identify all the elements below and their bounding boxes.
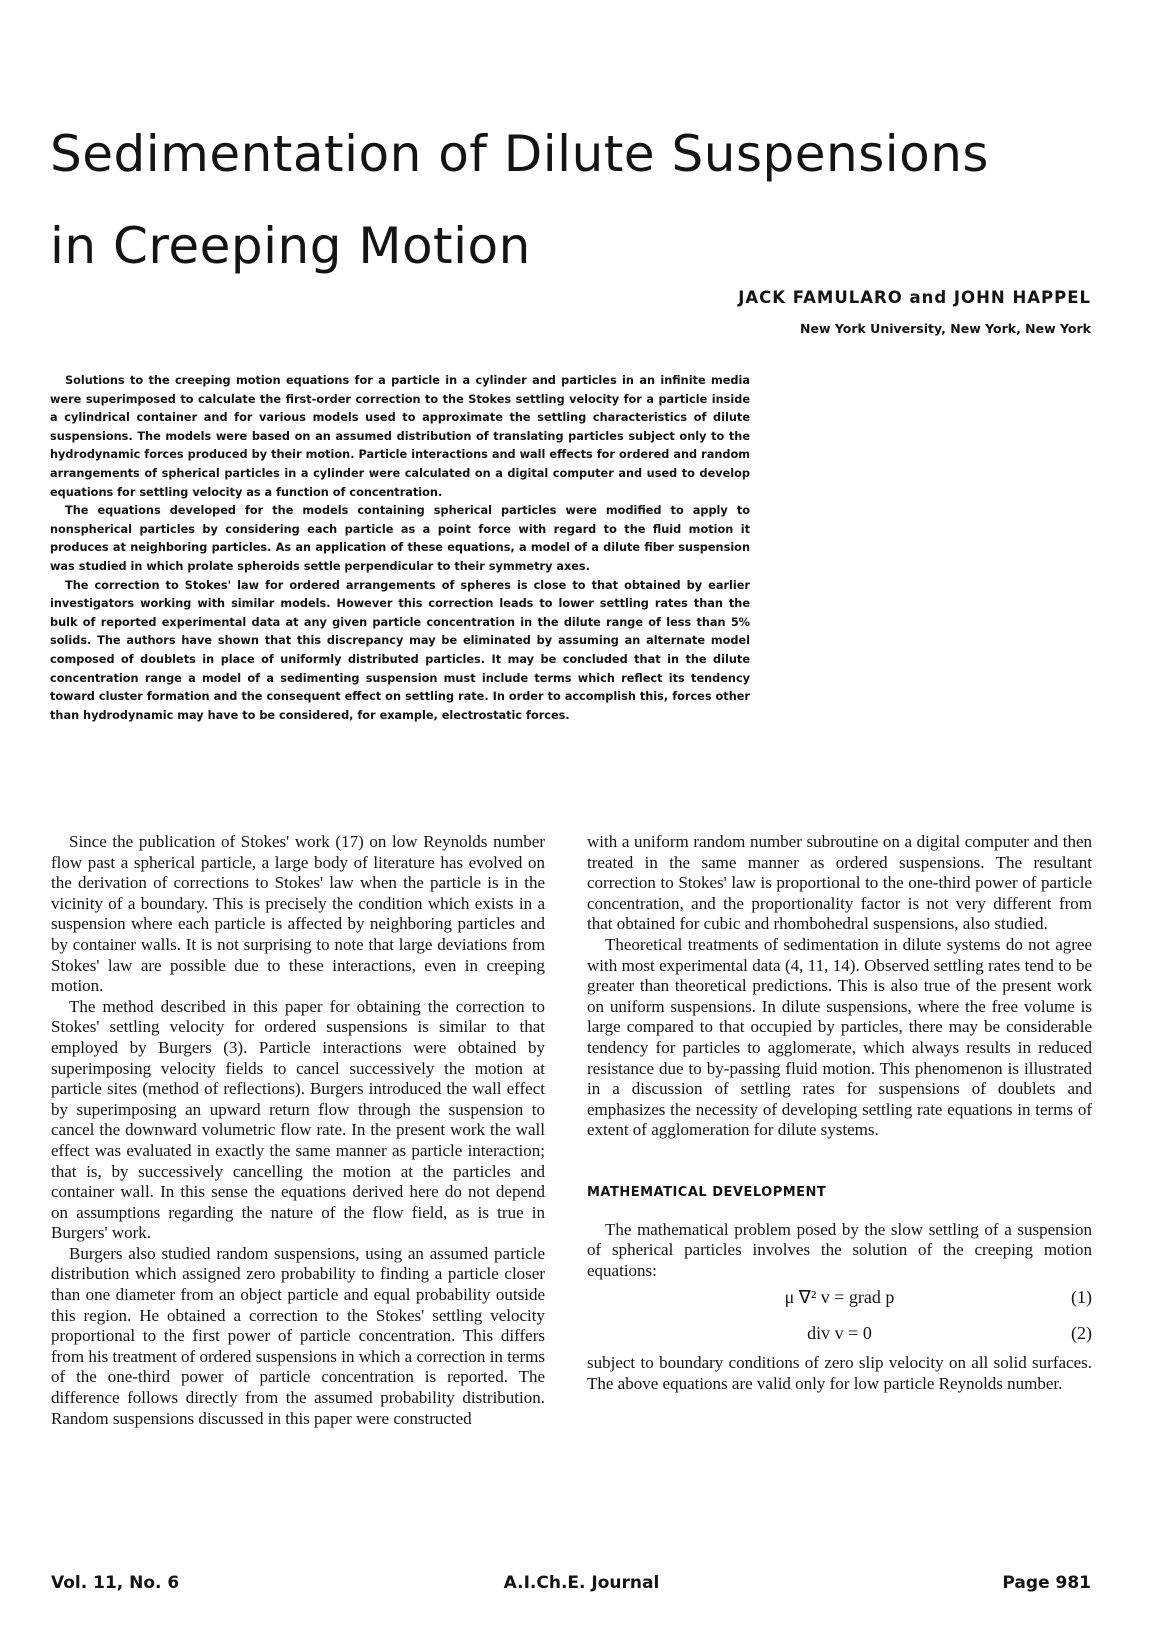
equation-1 [587, 1281, 1092, 1317]
body-paragraph: The mathematical problem posed by the slow settling of a suspension of spherical particles involves the solution of the creeping motion equations: [587, 1219, 1092, 1280]
section-heading: MATHEMATICAL DEVELOPMENT [587, 1184, 827, 1200]
body-column-left [51, 832, 545, 1429]
equation-2 [587, 1317, 1092, 1353]
body-paragraph-continued: subject to boundary conditions of zero slip velocity on all solid surfaces. The above equations are valid only for low particle Reynolds number. [587, 1353, 1092, 1393]
abstract [50, 372, 750, 725]
body-paragraph: The method described in this paper for obtaining the correction to Stokes' settling velocity for ordered suspensions is similar to that employed by Burgers (3). Particle interactions were obtained by superimposing velocity fields to cancel successively the motion at particle sites (method of reflections). Burgers introduced the wall effect by superimposing an upward return flow through the suspension to cancel the downward volumetric flow rate. In the present work the wall effect was evaluated in exactly the same manner as particle interaction; that is, by successively cancelling the motion at the particles and container wall. In this sense the equations derived here do not depend on assumptions regarding the nature of the flow field, as is true in Burgers' work. [51, 996, 545, 1243]
footer-volume: Vol. 11, No. 6 [51, 1573, 180, 1593]
abstract-paragraph-2: The equations developed for the models containing spherical particles were modified to apply to nonspherical particles by considering each particle as a point force with regard to the fluid motion it produces at neighboring particles. As an application of these equations, a model of a dilute fiber suspension was studied in which prolate spheroids settle perpendicular to their symmetry axes. [50, 504, 750, 573]
abstract-paragraph-3: The correction to Stokes' law for ordered arrangements of spheres is close to that obtained by earlier investigators working with similar models. However this correction leads to lower settling rates than the bulk of reported experimental data at any given particle concentration in the dilute range of less than 5% solids. The authors have shown that this discrepancy may be eliminated by assuming an alternate model composed of doublets in place of uniformly distributed particles. It may be concluded that in the dilute concentration range a model of a sedimenting suspension must include terms which reflect its tendency toward cluster formation and the consequent effect on settling rate. In order to accomplish this, forces other than hydrodynamic may have to be considered, for example, electrostatic forces. [50, 578, 750, 722]
author-affiliation: New York University, New York, New York [800, 321, 1091, 336]
body-paragraph-continued: with a uniform random number subroutine on a digital computer and then treated in the same manner as ordered suspensions. The resultant correction to Stokes' law is proportional to the one-third power of particle concentration, and the proportionality factor is not very different from that obtained for cubic and rhombohedral suspensions, also studied. [587, 832, 1092, 934]
abstract-paragraph-1: Solutions to the creeping motion equations for a particle in a cylinder and particles in an infinite media were superimposed to calculate the first-order correction to the Stokes settling velocity for a particle inside a cylindrical container and for various models used to approximate the settling characteristics of dilute suspensions. The models were based on an assumed distribution of translating particles subject only to the hydrodynamic forces produced by their motion. Particle interactions and wall effects for ordered and random arrangements of spherical particles in a cylinder were calculated on a digital computer and used to develop equations for settling velocity as a function of concentration. [50, 374, 750, 499]
equation-number: (1) [1071, 1287, 1092, 1308]
paper-title [50, 108, 1050, 292]
author-names: JACK FAMULARO and JOHN HAPPEL [738, 288, 1091, 307]
equation-body: μ ∇² v = grad p [784, 1287, 895, 1308]
body-column-right [587, 832, 1092, 1394]
footer-page-number: Page 981 [1002, 1573, 1091, 1593]
title-line-2: in Creeping Motion [50, 217, 531, 275]
body-paragraph: Since the publication of Stokes' work (17) on low Reynolds number flow past a spherical particle, a large body of literature has evolved on the derivation of corrections to Stokes' law when the particle is in the vicinity of a boundary. This is precisely the condition which exists in a suspension where each particle is affected by neighboring particles and by container walls. It is not surprising to note that large deviations from Stokes' law are possible due to these interactions, even in creeping motion. [51, 832, 545, 996]
body-paragraph: Burgers also studied random suspensions, using an assumed particle distribution which assigned zero probability to finding a particle closer than one diameter from an object particle and equal probability outside this region. He obtained a correction to the Stokes' settling velocity proportional to the first power of particle concentration. This differs from his treatment of ordered suspensions in which a correction in terms of the one-third power of particle concentration is reported. The difference follows directly from the assumed probability distribution. Random suspensions discussed in this paper were constructed [51, 1243, 545, 1428]
equation-number: (2) [1071, 1323, 1092, 1344]
title-line-1: Sedimentation of Dilute Suspensions [50, 125, 989, 183]
equation-body: div v = 0 [807, 1323, 872, 1344]
footer-journal: A.I.Ch.E. Journal [503, 1573, 660, 1593]
body-paragraph: Theoretical treatments of sedimentation in dilute systems do not agree with most experimental data (4, 11, 14). Observed settling rates tend to be greater than theoretical predictions. This is also true of the present work on uniform suspensions. In dilute suspensions, where the free volume is large compared to that occupied by particles, there may be considerable tendency for particles to agglomerate, which always results in reduced resistance due to by-passing fluid motion. This phenomenon is illustrated in a discussion of settling rates for suspensions of doublets and emphasizes the necessity of developing settling rate equations in terms of extent of agglomeration for dilute systems. [587, 934, 1092, 1140]
